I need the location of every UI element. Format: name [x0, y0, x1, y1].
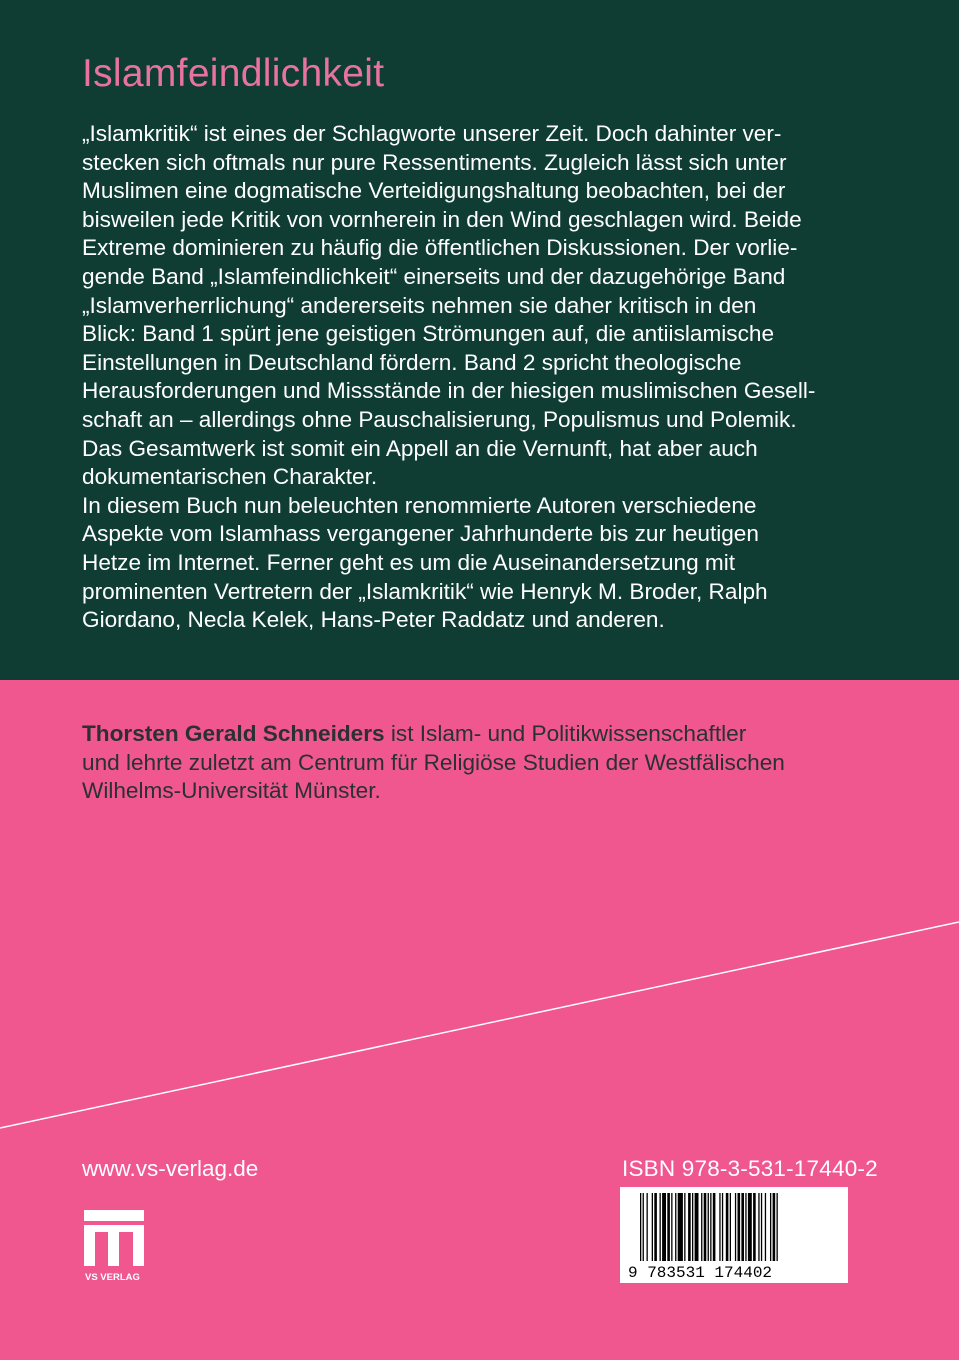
- author-description: ist Islam- und Politikwissenschaftler und lehrte zuletzt am Centrum für Religiöse Studien der Westfälischen Wilhelms-Universität Münster.: [82, 721, 785, 804]
- isbn-label: ISBN 978-3-531-17440-2: [622, 1156, 878, 1181]
- blurb-paragraph-1: „Islamkritik“ ist eines der Schlagworte unserer Zeit. Doch dahinter ver- stecken sich oftmals nur pure Ressentiments. Zugleich lässt sich unter Muslimen eine dogmatische Verteidigungshaltung beobachten, bei der bisweilen jede Kritik von vornherein in den Wind geschlagen wird. Beide Extreme dominieren zu häufig die öffentlichen Diskussionen. Der vorlie- gende Band „Islamfeindlichkeit“ einerseits und der dazugehörige Band „Islamverherrlichung“ andererseits nehmen sie daher kritisch in den Blick: Band 1 spürt jene geistigen Strömungen auf, die antiislamische Einstellungen in Deutschland fördern. Band 2 spricht theologische Herausforderungen und Missstände in der hiesigen muslimischen Gesell- schaft an – allerdings ohne Pauschalisierung, Populismus und Polemik. Das Gesamtwerk ist somit ein Appell an die Vernunft, hat aber auch dokumentarischen Charakter.: [82, 121, 816, 490]
- logo-text: VS VERLAG: [85, 1272, 140, 1282]
- barcode-digits: 9 783531 174402: [628, 1264, 773, 1282]
- book-title: Islamfeindlichkeit: [82, 52, 385, 95]
- publisher-url[interactable]: www.vs-verlag.de: [82, 1156, 259, 1181]
- author-name: Thorsten Gerald Schneiders: [82, 721, 385, 746]
- barcode-icon: [620, 1187, 848, 1283]
- blurb-text: [82, 120, 842, 635]
- blurb-paragraph-2: In diesem Buch nun beleuchten renommierte Autoren verschiedene Aspekte vom Islamhass vergangener Jahrhunderte bis zur heutigen Hetze im Internet. Ferner geht es um die Auseinandersetzung mit prominenten Vertretern der „Islamkritik“ wie Henryk M. Broder, Ralph Giordano, Necla Kelek, Hans-Peter Raddatz und anderen.: [82, 492, 768, 633]
- vs-verlag-logo-icon: [84, 1210, 144, 1282]
